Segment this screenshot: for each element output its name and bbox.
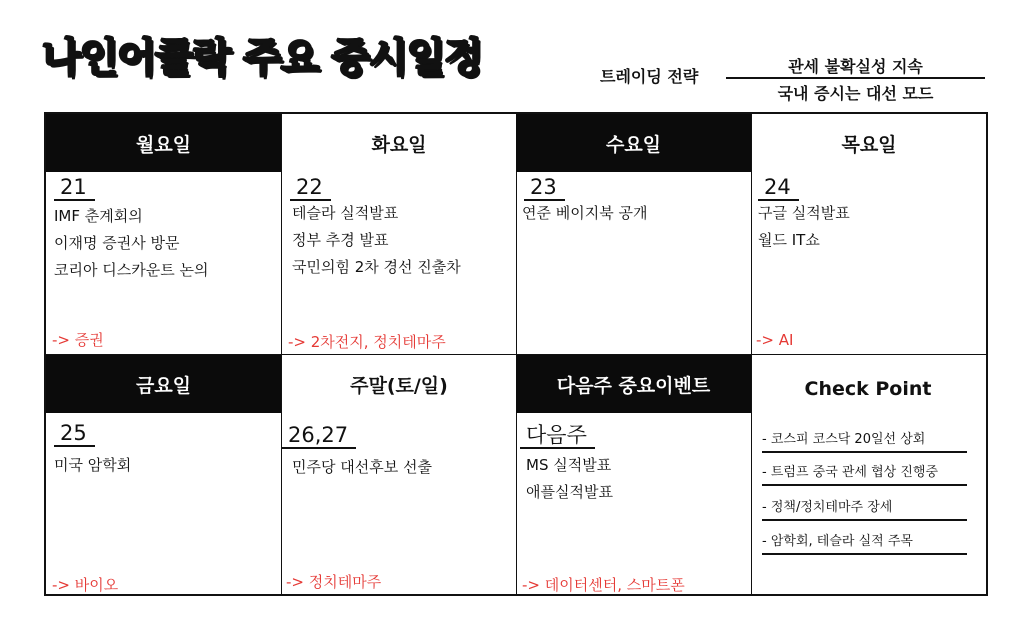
day-number: 21 xyxy=(54,175,95,201)
header-next-week: 다음주 중요이벤트 xyxy=(516,355,751,413)
event-item: 애플실적발표 xyxy=(526,483,613,501)
day-number: 24 xyxy=(758,175,799,201)
event-list xyxy=(54,452,131,479)
strategy-line-2: 국내 증시는 대선 모드 xyxy=(777,84,934,103)
event-list xyxy=(54,203,208,284)
check-point-title: Check Point xyxy=(804,378,932,400)
header-monday: 월요일 xyxy=(46,114,281,172)
day-number: 22 xyxy=(290,175,331,201)
header-friday: 금요일 xyxy=(46,355,281,413)
day-number: 다음주 xyxy=(520,423,595,449)
event-list xyxy=(758,200,850,254)
event-item: 정부 추경 발표 xyxy=(292,231,389,249)
event-item: 미국 암학회 xyxy=(54,456,132,474)
event-item: MS 실적발표 xyxy=(526,456,612,474)
event-item: 국민의힘 2차 경선 진출차 xyxy=(292,258,461,276)
day-number: 23 xyxy=(524,175,565,201)
page-title: 나인어클락 주요 증시일정 xyxy=(42,35,482,81)
header-thursday: 목요일 xyxy=(752,114,986,172)
event-list xyxy=(292,200,461,281)
event-item: 연준 베이지북 공개 xyxy=(522,204,648,222)
check-point-item: - 코스피 코스닥 20일선 상회 xyxy=(762,428,967,453)
theme-note: -> 데이터센터, 스마트폰 xyxy=(522,576,685,594)
strategy-divider xyxy=(726,77,985,79)
event-item: 구글 실적발표 xyxy=(758,204,850,222)
theme-note: -> AI xyxy=(756,331,794,349)
event-list xyxy=(522,200,647,227)
day-number: 25 xyxy=(54,421,95,447)
theme-note: -> 정치테마주 xyxy=(286,573,382,591)
event-item: 민주당 대선후보 선출 xyxy=(292,458,432,476)
event-list xyxy=(526,452,613,506)
event-item: IMF 춘계회의 xyxy=(54,207,143,225)
event-item: 이재명 증권사 방문 xyxy=(54,234,180,252)
strategy-label: 트레이딩 전략 xyxy=(600,67,699,86)
day-number: 26,27 xyxy=(282,423,356,449)
event-item: 코리아 디스카운트 논의 xyxy=(54,261,209,279)
theme-note: -> 2차전지, 정치테마주 xyxy=(288,333,446,351)
header-wednesday: 수요일 xyxy=(516,114,751,172)
event-item: 월드 IT쇼 xyxy=(758,231,820,249)
theme-note: -> 바이오 xyxy=(52,576,119,594)
strategy-line-1: 관세 불확실성 지속 xyxy=(788,57,923,76)
header-weekend: 주말(토/일) xyxy=(282,355,516,413)
check-point-item: - 암학회, 테슬라 실적 주목 xyxy=(762,530,967,555)
check-point-item: - 트럼프 중국 관세 협상 진행중 xyxy=(762,461,967,486)
header-tuesday: 화요일 xyxy=(282,114,516,172)
event-list xyxy=(292,454,432,481)
schedule-grid xyxy=(44,112,988,596)
theme-note: -> 증권 xyxy=(52,331,104,349)
event-item: 테슬라 실적발표 xyxy=(292,204,399,222)
check-point-item: - 정책/정치테마주 장세 xyxy=(762,496,967,521)
